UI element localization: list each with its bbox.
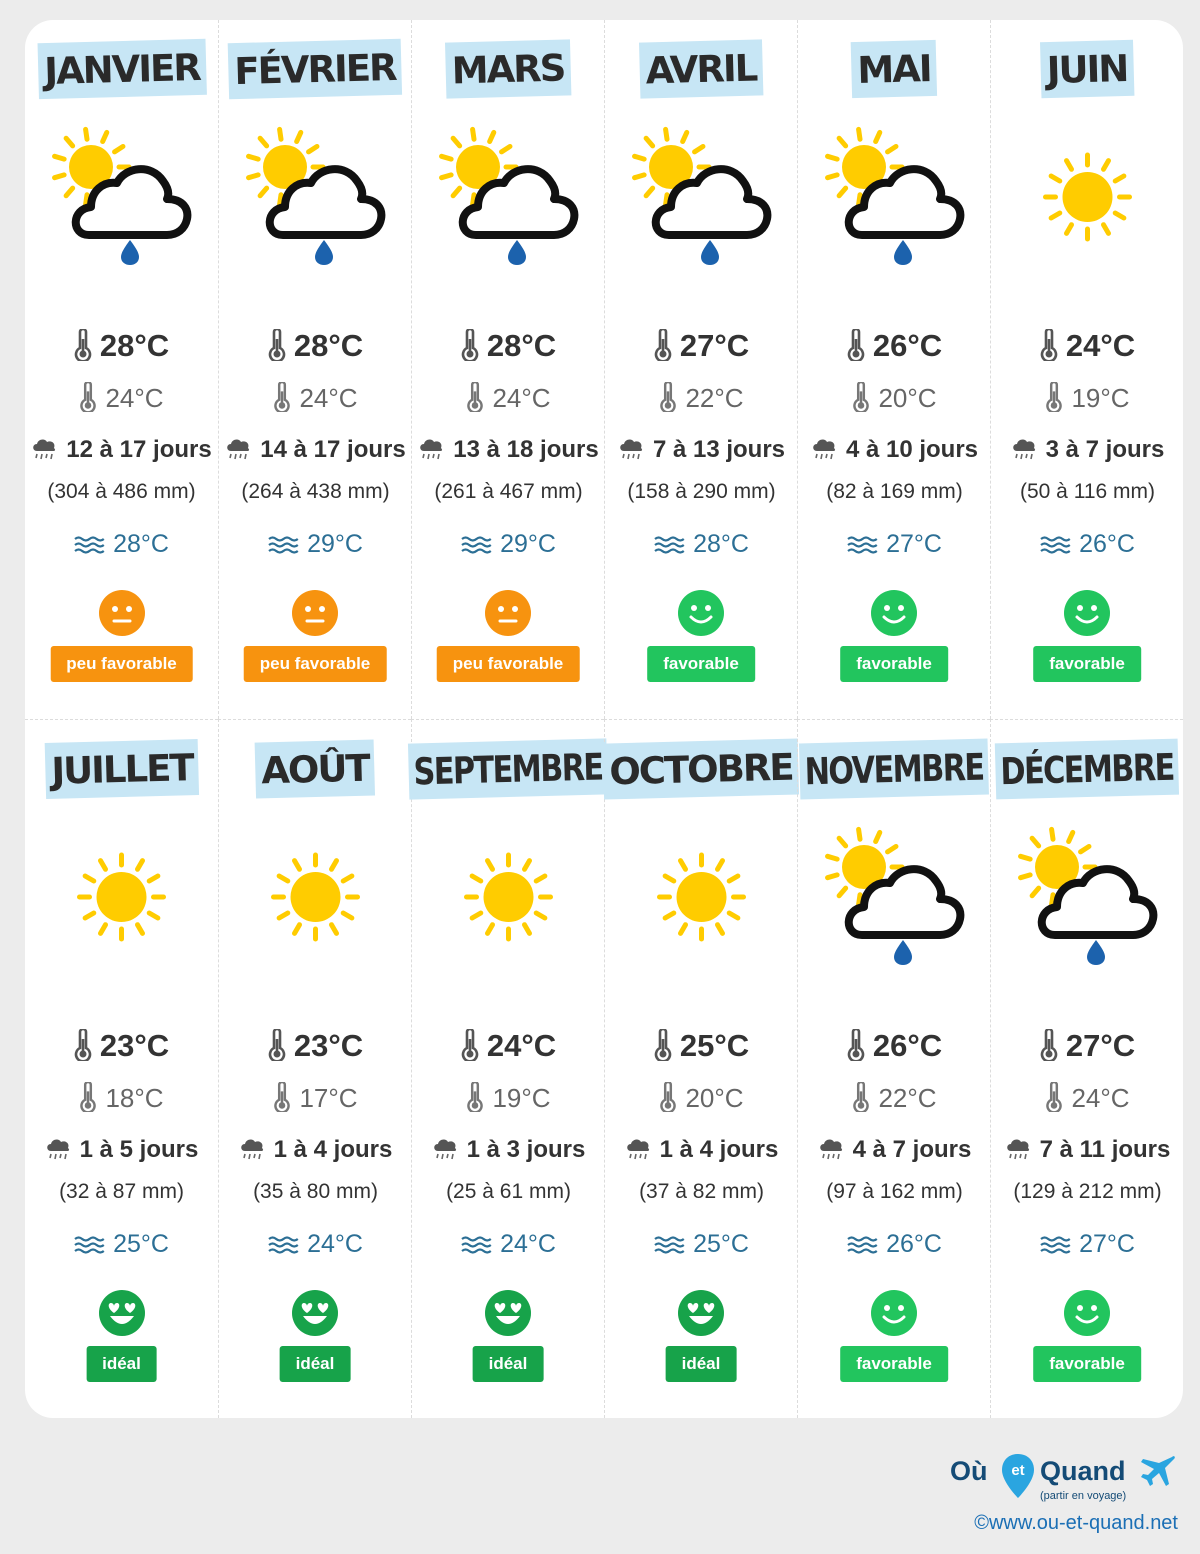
rain-days: 13 à 18 jours bbox=[412, 436, 605, 464]
neutral-face-icon bbox=[485, 590, 531, 636]
sun-cloud-rain-icon bbox=[798, 125, 991, 265]
neutral-face-icon bbox=[292, 590, 338, 636]
waves-icon bbox=[74, 1230, 113, 1258]
waves-icon bbox=[847, 1230, 886, 1258]
min-temperature: 18°C bbox=[25, 1082, 218, 1114]
sea-temperature: 28°C bbox=[605, 530, 798, 559]
sun-icon bbox=[25, 825, 218, 965]
rain-cloud-icon bbox=[31, 436, 66, 463]
waves-icon bbox=[1040, 530, 1079, 558]
month-name: SEPTEMBRE bbox=[408, 738, 608, 799]
thermometer-icon bbox=[461, 1028, 487, 1063]
sun-cloud-rain-icon bbox=[412, 125, 605, 265]
rain-days: 4 à 7 jours bbox=[798, 1136, 991, 1164]
sea-temperature: 29°C bbox=[412, 530, 605, 559]
max-temperature: 28°C bbox=[412, 328, 605, 364]
waves-icon bbox=[654, 530, 693, 558]
sea-temperature: 24°C bbox=[219, 1230, 412, 1259]
month-name: OCTOBRE bbox=[603, 738, 800, 799]
logo-tagline: (partir en voyage) bbox=[1040, 1490, 1127, 1502]
thermometer-icon bbox=[654, 328, 680, 363]
max-temperature: 24°C bbox=[991, 328, 1183, 364]
rain-amount: (25 à 61 mm) bbox=[446, 1180, 571, 1203]
thermometer-icon bbox=[659, 1083, 685, 1113]
smile-face-icon bbox=[871, 1290, 917, 1336]
copyright-link[interactable]: ©www.ou-et-quand.net bbox=[974, 1512, 1178, 1534]
thermometer-icon bbox=[79, 1083, 105, 1113]
thermometer-icon bbox=[852, 383, 878, 413]
min-temperature: 24°C bbox=[991, 1082, 1183, 1114]
sun-icon bbox=[991, 125, 1183, 265]
rain-cloud-icon bbox=[625, 1136, 660, 1163]
thermometer-icon bbox=[1040, 1028, 1066, 1063]
max-temperature: 25°C bbox=[605, 1028, 798, 1064]
sun-icon bbox=[412, 825, 605, 965]
sea-temperature: 27°C bbox=[798, 530, 991, 559]
min-temperature: 17°C bbox=[219, 1082, 412, 1114]
waves-icon bbox=[74, 530, 113, 558]
sea-temperature: 27°C bbox=[991, 1230, 1183, 1259]
max-temperature: 24°C bbox=[412, 1028, 605, 1064]
rain-cloud-icon bbox=[1005, 1136, 1040, 1163]
month-cell-12 bbox=[990, 719, 1183, 1418]
waves-icon bbox=[461, 530, 500, 558]
logo-quand-text: Quand bbox=[1040, 1456, 1126, 1486]
thermometer-icon bbox=[79, 383, 105, 413]
min-temperature: 19°C bbox=[412, 1082, 605, 1114]
thermometer-icon bbox=[74, 1028, 100, 1063]
min-temperature: 22°C bbox=[605, 382, 798, 414]
rain-cloud-icon bbox=[811, 436, 846, 463]
max-temperature: 26°C bbox=[798, 1028, 991, 1064]
rain-cloud-icon bbox=[418, 436, 453, 463]
sea-temperature: 25°C bbox=[25, 1230, 218, 1259]
rain-cloud-icon bbox=[239, 1136, 274, 1163]
rain-cloud-icon bbox=[618, 436, 653, 463]
max-temperature: 26°C bbox=[798, 328, 991, 364]
logo-ou-text: Où bbox=[950, 1456, 988, 1486]
month-cell-7 bbox=[25, 719, 218, 1418]
sun-cloud-rain-icon bbox=[25, 125, 218, 265]
rating-badge: idéal bbox=[86, 1346, 157, 1382]
min-temperature: 24°C bbox=[219, 382, 412, 414]
thermometer-icon bbox=[273, 1083, 299, 1113]
month-name: FÉVRIER bbox=[228, 39, 403, 100]
sun-cloud-rain-icon bbox=[605, 125, 798, 265]
rating-badge: idéal bbox=[473, 1346, 544, 1382]
rain-cloud-icon bbox=[818, 1136, 853, 1163]
thermometer-icon bbox=[852, 1083, 878, 1113]
logo-et-text: et bbox=[1011, 1462, 1025, 1479]
rating-badge: favorable bbox=[840, 646, 948, 682]
rain-amount: (97 à 162 mm) bbox=[826, 1180, 963, 1203]
min-temperature: 22°C bbox=[798, 1082, 991, 1114]
rain-cloud-icon bbox=[225, 436, 260, 463]
thermometer-icon bbox=[268, 328, 294, 363]
sun-icon bbox=[219, 825, 412, 965]
month-cell-8 bbox=[218, 719, 411, 1418]
thermometer-icon bbox=[659, 383, 685, 413]
waves-icon bbox=[654, 1230, 693, 1258]
rain-amount: (37 à 82 mm) bbox=[639, 1180, 764, 1203]
smile-face-icon bbox=[871, 590, 917, 636]
rain-amount: (304 à 486 mm) bbox=[47, 480, 196, 503]
rain-days: 1 à 4 jours bbox=[219, 1136, 412, 1164]
rating-badge: idéal bbox=[666, 1346, 737, 1382]
neutral-face-icon bbox=[99, 590, 145, 636]
rain-days: 1 à 5 jours bbox=[25, 1136, 218, 1164]
smile-face-icon bbox=[1064, 1290, 1110, 1336]
rain-days: 4 à 10 jours bbox=[798, 436, 991, 464]
rating-badge: peu favorable bbox=[50, 646, 193, 682]
rating-badge: peu favorable bbox=[244, 646, 387, 682]
brand-logo[interactable] bbox=[938, 1452, 1178, 1512]
rain-amount: (82 à 169 mm) bbox=[826, 480, 963, 503]
max-temperature: 27°C bbox=[991, 1028, 1183, 1064]
rain-days: 1 à 3 jours bbox=[412, 1136, 605, 1164]
waves-icon bbox=[268, 530, 307, 558]
rain-days: 1 à 4 jours bbox=[605, 1136, 798, 1164]
month-cell-5 bbox=[797, 20, 990, 719]
sea-temperature: 26°C bbox=[798, 1230, 991, 1259]
rain-days: 14 à 17 jours bbox=[219, 436, 412, 464]
min-temperature: 20°C bbox=[605, 1082, 798, 1114]
month-name: JUILLET bbox=[44, 739, 199, 799]
rain-days: 7 à 11 jours bbox=[991, 1136, 1183, 1164]
sea-temperature: 29°C bbox=[219, 530, 412, 559]
waves-icon bbox=[268, 1230, 307, 1258]
min-temperature: 24°C bbox=[25, 382, 218, 414]
thermometer-icon bbox=[1045, 383, 1071, 413]
waves-icon bbox=[847, 530, 886, 558]
month-name: MARS bbox=[445, 39, 571, 98]
month-name: AOÛT bbox=[255, 739, 376, 798]
rain-cloud-icon bbox=[432, 1136, 467, 1163]
month-cell-2 bbox=[218, 20, 411, 719]
waves-icon bbox=[1040, 1230, 1079, 1258]
thermometer-icon bbox=[847, 1028, 873, 1063]
smile-face-icon bbox=[678, 590, 724, 636]
rating-badge: favorable bbox=[840, 1346, 948, 1382]
month-name: JUIN bbox=[1040, 40, 1134, 98]
sun-cloud-rain-icon bbox=[798, 825, 991, 965]
month-name: AVRIL bbox=[639, 39, 763, 98]
thermometer-icon bbox=[1040, 328, 1066, 363]
rain-cloud-icon bbox=[45, 1136, 80, 1163]
rating-badge: idéal bbox=[280, 1346, 351, 1382]
month-cell-3 bbox=[411, 20, 604, 719]
airplane-icon bbox=[1138, 1454, 1176, 1488]
month-cell-4 bbox=[604, 20, 797, 719]
thermometer-icon bbox=[466, 1083, 492, 1113]
rating-badge: favorable bbox=[647, 646, 755, 682]
thermometer-icon bbox=[466, 383, 492, 413]
rain-days: 3 à 7 jours bbox=[991, 436, 1183, 464]
sun-cloud-rain-icon bbox=[219, 125, 412, 265]
sea-temperature: 24°C bbox=[412, 1230, 605, 1259]
sun-cloud-rain-icon bbox=[991, 825, 1183, 965]
heart-eyes-face-icon bbox=[292, 1290, 338, 1336]
thermometer-icon bbox=[461, 328, 487, 363]
max-temperature: 28°C bbox=[219, 328, 412, 364]
rain-amount: (50 à 116 mm) bbox=[1020, 480, 1155, 503]
climate-calendar-card bbox=[25, 20, 1183, 1418]
rating-badge: favorable bbox=[1033, 1346, 1141, 1382]
thermometer-icon bbox=[74, 328, 100, 363]
month-name: JANVIER bbox=[37, 39, 206, 99]
rain-amount: (158 à 290 mm) bbox=[627, 480, 776, 503]
rain-amount: (35 à 80 mm) bbox=[253, 1180, 378, 1203]
month-cell-9 bbox=[411, 719, 604, 1418]
rain-amount: (264 à 438 mm) bbox=[241, 480, 390, 503]
month-cell-1 bbox=[25, 20, 218, 719]
months-grid bbox=[25, 20, 1183, 1418]
rating-badge: peu favorable bbox=[437, 646, 580, 682]
thermometer-icon bbox=[1045, 1083, 1071, 1113]
thermometer-icon bbox=[654, 1028, 680, 1063]
rain-days: 12 à 17 jours bbox=[25, 436, 218, 464]
thermometer-icon bbox=[268, 1028, 294, 1063]
sun-icon bbox=[605, 825, 798, 965]
rating-badge: favorable bbox=[1033, 646, 1141, 682]
rain-amount: (32 à 87 mm) bbox=[59, 1180, 184, 1203]
max-temperature: 23°C bbox=[25, 1028, 218, 1064]
rain-amount: (261 à 467 mm) bbox=[434, 480, 583, 503]
thermometer-icon bbox=[847, 328, 873, 363]
max-temperature: 23°C bbox=[219, 1028, 412, 1064]
waves-icon bbox=[461, 1230, 500, 1258]
month-cell-10 bbox=[604, 719, 797, 1418]
sea-temperature: 28°C bbox=[25, 530, 218, 559]
month-name: MAI bbox=[851, 40, 938, 98]
min-temperature: 24°C bbox=[412, 382, 605, 414]
month-name: NOVEMBRE bbox=[799, 739, 989, 800]
min-temperature: 20°C bbox=[798, 382, 991, 414]
rain-amount: (129 à 212 mm) bbox=[1013, 1180, 1162, 1203]
rain-cloud-icon bbox=[1011, 436, 1046, 463]
sea-temperature: 26°C bbox=[991, 530, 1183, 559]
month-cell-6 bbox=[990, 20, 1183, 719]
sea-temperature: 25°C bbox=[605, 1230, 798, 1259]
heart-eyes-face-icon bbox=[99, 1290, 145, 1336]
rain-days: 7 à 13 jours bbox=[605, 436, 798, 464]
month-name: DÉCEMBRE bbox=[995, 739, 1179, 800]
month-cell-11 bbox=[797, 719, 990, 1418]
smile-face-icon bbox=[1064, 590, 1110, 636]
heart-eyes-face-icon bbox=[678, 1290, 724, 1336]
thermometer-icon bbox=[273, 383, 299, 413]
min-temperature: 19°C bbox=[991, 382, 1183, 414]
max-temperature: 27°C bbox=[605, 328, 798, 364]
max-temperature: 28°C bbox=[25, 328, 218, 364]
heart-eyes-face-icon bbox=[485, 1290, 531, 1336]
